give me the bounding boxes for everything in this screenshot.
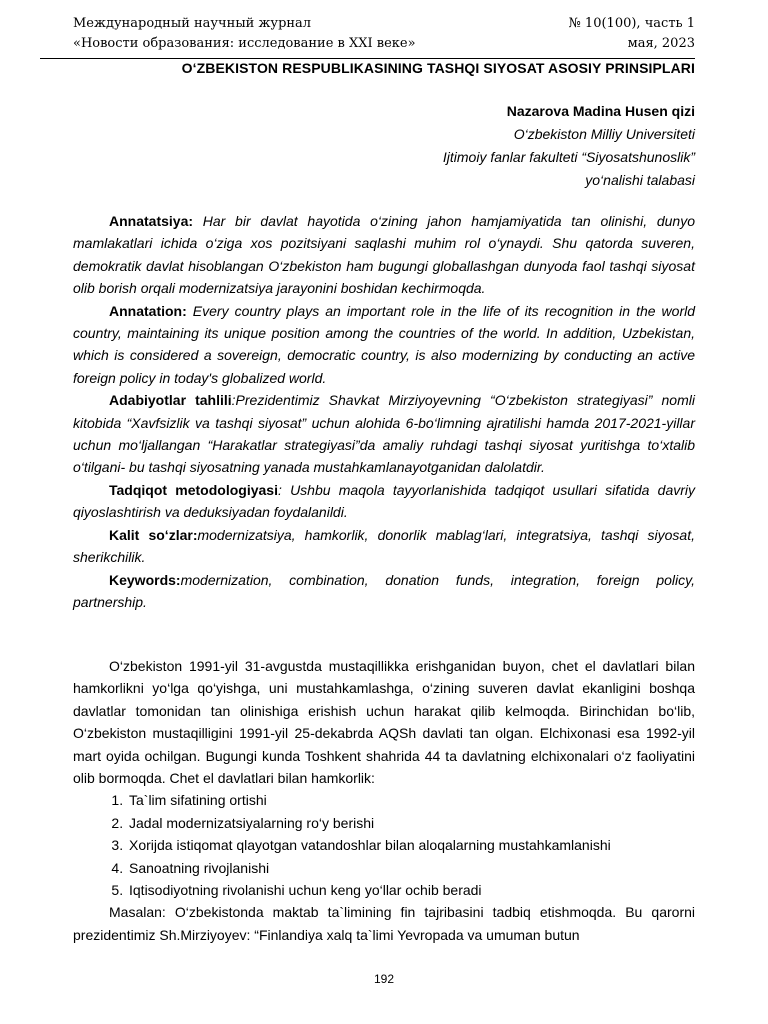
- article-title: O‘ZBEKISTON RESPUBLIKASINING TASHQI SIYOSAT ASOSIY PRINSIPLARI: [181, 60, 695, 76]
- list-item: 2. Jadal modernizatsiyalarning ro‘y berishi: [127, 812, 695, 834]
- annotatsiya-label: Annatatsiya:: [109, 213, 194, 229]
- issue-date: мая, 2023: [627, 36, 695, 51]
- list-item: 3. Xorijda istiqomat qlayotgan vatandoshlar bilan aloqalarning mustahkamlanishi: [127, 834, 695, 856]
- keywords-label: Keywords:: [109, 571, 181, 588]
- methodology-paragraph: [73, 479, 695, 524]
- author-block: [443, 100, 695, 192]
- literature-review-text: :Prezidentimiz Shavkat Mirziyoyevning “O‘zbekiston strategiyasi” nomli kitobida “Xavfsizlik va tashqi siyosat” uchun alohida 6-bo‘limning ajratilishi hamda 2017-2021-yillar uchun mo‘ljallangan “Harakatlar strategiyasi”da amaliy ruhdagi tashqi siyosat yuritishga to‘xtalib o‘tilgani- bu tashqi siyosatning yanada mustahkamlanayotganidan dalolatdir.: [73, 392, 695, 476]
- issue-number: № 10(100), часть 1: [568, 16, 695, 31]
- keywords-text: modernization, combination, donation funds, integration, foreign policy, partnership.: [73, 571, 695, 610]
- annotation-label: Annatation:: [109, 302, 187, 319]
- header-divider: [40, 58, 695, 59]
- author-affiliation-program: yo‘nalishi talabasi: [585, 172, 695, 188]
- body-paragraph-2: Masalan: O‘zbekistonda maktab ta`limining fin tajribasini tadbiq etishmoqda. Bu qarorni prezidentimiz Sh.Mirziyoyev: “Finlandiya xalq ta`limi Yevropada va umuman butun: [73, 904, 695, 943]
- annotatsiya-text: Har bir davlat hayotida o‘zining jahon hamjamiyatida tan olinishi, dunyo mamlakatlari ichida o‘ziga xos pozitsiyani saqlashi muhim rol o‘ynaydi. Shu qatorda suveren, demokratik davlat hisoblangan O‘zbekiston ham bugungi globallashgan dunyoda faol tashqi siyosat olib borish orqali modernizatsiya jarayonini boshidan kechirmoqda.: [73, 213, 696, 297]
- annotatsiya-paragraph: [73, 210, 695, 300]
- page-number: 192: [373, 972, 395, 986]
- body-paragraph-1: O‘zbekiston 1991-yil 31-avgustda mustaqillikka erishganidan buyon, chet el davlatlari bilan hamkorlikni yo‘lga qo‘yishga, uni mustahkamlashga, o‘zining suveren davlat ekanligini boshqa davlatlar tomonidan tan olinishiga erishish uchun harakat qilib kelmoqda. Birinchidan bo‘lib, O‘zbekiston mustaqilligini 1991-yil 25-dekabrda AQSh davlati tan olgan. Elchixonasi esa 1992-yil mart oyida ochilgan. Bugungi kunda Toshkent shahrida 44 ta davlatning elchixonalari o‘z faoliyatini olib bormoqda. Chet el davlatlari bilan hamkorlik:: [73, 658, 695, 787]
- article-body: [73, 655, 695, 946]
- kalit-sozlar-paragraph: [73, 524, 695, 569]
- journal-header: [73, 14, 695, 54]
- literature-review-label: Adabiyotlar tahlili: [109, 392, 232, 409]
- author-affiliation-faculty: Ijtimoiy fanlar fakulteti “Siyosatshunoslik”: [442, 149, 695, 165]
- annotation-paragraph: [73, 300, 695, 390]
- kalit-sozlar-label: Kalit so‘zlar:: [109, 526, 198, 543]
- journal-name-line2: «Новости образования: исследование в XXI веке»: [73, 36, 416, 51]
- methodology-label: Tadqiqot metodologiyasi: [109, 481, 278, 498]
- list-item: 1. Ta`lim sifatining ortishi: [127, 789, 695, 811]
- methodology-text: : Ushbu maqola tayyorlanishida tadqiqot usullari sifatida davriy qiyoslashtirish va deduksiyadan foydalanildi.: [73, 481, 696, 521]
- author-name: Nazarova Madina Husen qizi: [506, 103, 695, 119]
- annotation-text: Every country plays an important role in the life of its recognition in the world country, maintaining its unique position among the countries of the world. In addition, Uzbekistan, which is considered a sovereign, democratic country, is also modernizing by conducting an active foreign policy in today's globalized world.: [73, 302, 696, 386]
- cooperation-list: [73, 789, 695, 901]
- kalit-sozlar-text: modernizatsiya, hamkorlik, donorlik mablag‘lari, integratsiya, tashqi siyosat, sherikchilik.: [73, 526, 695, 566]
- list-item: 5. Iqtisodiyotning rivolanishi uchun keng yo‘llar ochib beradi: [127, 879, 695, 901]
- abstract-section: [73, 210, 695, 613]
- keywords-paragraph: [73, 569, 695, 614]
- author-affiliation-university: O‘zbekiston Milliy Universiteti: [513, 126, 695, 142]
- journal-name-line1: Международный научный журнал: [73, 16, 312, 31]
- literature-review-paragraph: [73, 389, 695, 479]
- list-item: 4. Sanoatning rivojlanishi: [127, 857, 695, 879]
